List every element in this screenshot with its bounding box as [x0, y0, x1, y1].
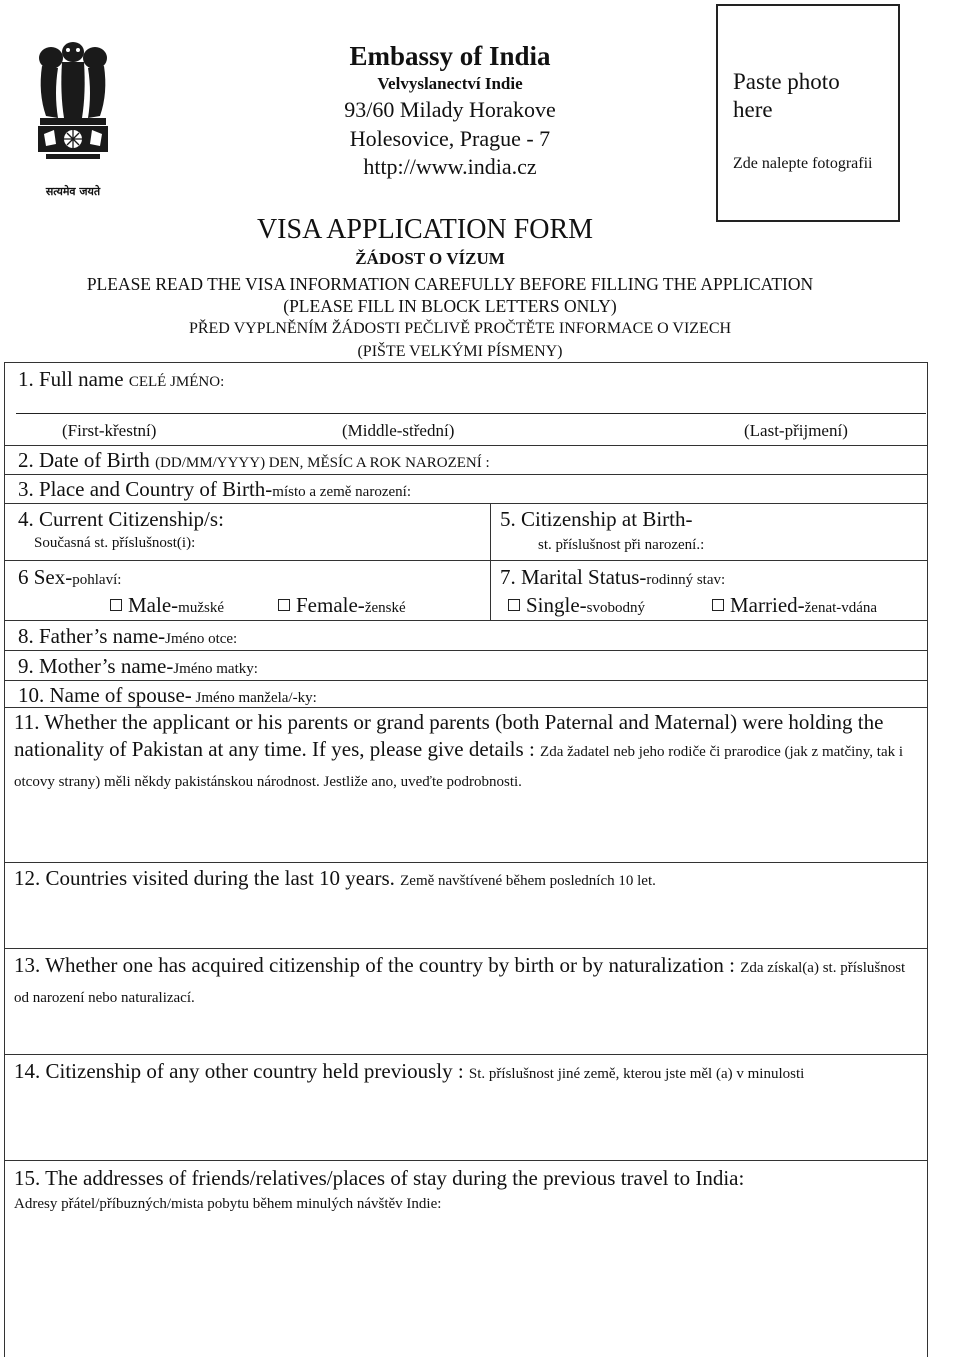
field-current-citizenship-cz: Současná st. příslušnost(i): [34, 535, 196, 551]
field-countries-visited[interactable]: 12. Countries visited during the last 10 years. Země navštívené během posledních 10 let. [14, 866, 656, 890]
field-marital-status: 7. Marital Status-rodinný stav: [500, 565, 726, 589]
embassy-name-cz: Velvyslanectví Indie [377, 74, 523, 93]
embassy-website[interactable]: http://www.india.cz [363, 154, 537, 179]
field-current-citizenship[interactable]: 4. Current Citizenship/s: [18, 507, 224, 531]
national-emblem [28, 38, 118, 203]
divider [4, 1160, 928, 1161]
notice-line1-cz: PŘED VYPLNĚNÍM ŽÁDOSTI PEČLIVĚ PROČTĚTE INFORMACE O VIZECH [188, 320, 732, 337]
option-male[interactable]: Male-mužské [110, 592, 224, 621]
checkbox-female[interactable] [278, 599, 290, 611]
field-place-of-birth[interactable]: 3. Place and Country of Birth-místo a země narození: [18, 477, 411, 501]
field-date-of-birth[interactable]: 2. Date of Birth (DD/MM/YYYY) DEN, MĚSÍC A ROK NAROZENÍ : [18, 448, 490, 472]
name-part-last: (Last-přijmení) [744, 421, 848, 440]
option-married[interactable]: Married-ženat-vdána [712, 592, 877, 621]
form-title-cz: ŽÁDOST O VÍZUM [355, 249, 505, 268]
full-name-input-line[interactable] [16, 413, 926, 414]
column-divider [490, 503, 491, 620]
field-sex: 6 Sex-pohlaví: [18, 565, 122, 589]
form-title: VISA APPLICATION FORM [256, 214, 594, 245]
checkbox-single[interactable] [508, 599, 520, 611]
emblem-motto: सत्यमेव जयते [45, 185, 101, 198]
name-part-first: (First-křestní) [62, 421, 157, 440]
field-pakistan-nationality[interactable]: 11. Whether the applicant or his parents or grand parents (both Paternal and Maternal) were holding the nationality of Pakistan at any time. If yes, please give details : Zda žadatel neb jeho rodiče či prarodice (jak z matčiny, tak i otcovy strany) měli někdy pakistánskou národnost. Jestliže ano, uveďte podrobnosti. [14, 710, 904, 790]
option-female[interactable]: Female-ženské [278, 592, 406, 621]
field-citizenship-acquired[interactable]: 13. Whether one has acquired citizenship of the country by birth or by naturalization : Zda získal(a) st. příslušnost od narození nebo naturalizací. [14, 953, 906, 1006]
name-part-middle: (Middle-střední) [342, 421, 455, 440]
field-mother-name[interactable]: 9. Mother’s name-Jméno matky: [18, 654, 258, 678]
embassy-name: Embassy of India [349, 41, 551, 71]
divider [4, 560, 928, 561]
field-previous-citizenship[interactable]: 14. Citizenship of any other country held previously : St. příslušnost jiné země, kterou jste měl (a) v minulosti [14, 1059, 805, 1083]
field-previous-india-addresses-cz: Adresy přátel/příbuzných/mista pobytu během minulých návštěv Indie: [14, 1196, 442, 1212]
divider [4, 362, 928, 363]
divider [4, 948, 928, 949]
field-full-name: 1. Full name CELÉ JMÉNO: [18, 367, 225, 391]
divider [4, 445, 928, 446]
embassy-address-line2: Holesovice, Prague - 7 [349, 126, 551, 151]
field-citizenship-at-birth[interactable]: 5. Citizenship at Birth- [500, 507, 693, 531]
notice-line2: (PLEASE FILL IN BLOCK LETTERS ONLY) [283, 296, 617, 316]
field-father-name[interactable]: 8. Father’s name-Jméno otce: [18, 624, 238, 648]
field-citizenship-at-birth-cz: st. příslušnost při narození.: [538, 537, 705, 553]
notice-line1: PLEASE READ THE VISA INFORMATION CAREFULLY BEFORE FILLING THE APPLICATION [86, 274, 814, 294]
field-previous-india-addresses[interactable]: 15. The addresses of friends/relatives/places of stay during the previous travel to India: [14, 1166, 745, 1190]
divider [4, 862, 928, 863]
checkbox-male[interactable] [110, 599, 122, 611]
notice-line2-cz: (PIŠTE VELKÝMI PÍSMENY) [357, 343, 563, 360]
photo-label: Paste photo here [733, 69, 840, 122]
field-spouse-name[interactable]: 10. Name of spouse- Jméno manžela/-ky: [18, 683, 317, 707]
divider [4, 1054, 928, 1055]
option-single[interactable]: Single-svobodný [508, 592, 645, 621]
embassy-address-line1: 93/60 Milady Horakove [344, 97, 556, 122]
checkbox-married[interactable] [712, 599, 724, 611]
photo-label-cz: Zde nalepte fotografii [733, 155, 873, 172]
